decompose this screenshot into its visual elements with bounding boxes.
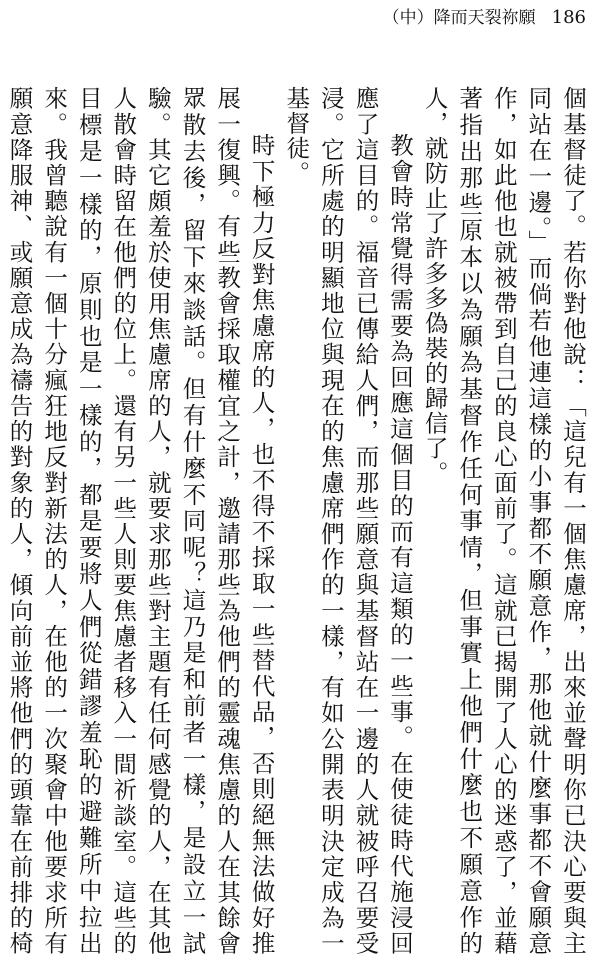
page-number: 186 [551, 7, 586, 28]
paragraph-2: 教會時常覺得需要為回應這個目的而有這類的一些事。在使徒時代施浸回應了這目的。福音已傳給人們，而那些願意與基督站在一邊的人就被呼召要受浸。它所處的明顯地位與現在的焦慮席們作的一樣，有如公開表明決定成為一基督徒。 [282, 86, 415, 956]
paragraph-1: 個基督徒了。若你對他說：「這兒有一個焦慮席，出來並聲明你已決心要與主同站在一邊。」而倘若他連這樣的小事都不願意作，那他就什麼事都不會願意作，如此他也就被帶到自己的良心面前了。這就已揭開了人心的迷惑了，並藉著指出那些原本以為願為基督作任何事情，但事實上他們什麼也不願意作的人，就防止了許多多偽裝的歸信了。 [420, 86, 587, 956]
page-header [383, 6, 586, 30]
paragraph-3: 時下極力反對焦慮席的人，也不得不採取一些替代品，否則絕無法做好推展一復興。有些教會採取權宜之計，邀請那些為他們的靈魂焦慮的人在其餘會眾散去後，留下來談話。但有什麼不同呢？這乃是和前者一樣，是設立一試驗。其它頗羞於使用焦慮席的人，就要求那些對主題有任何感覺的人，在其他人散會時留在他們的位上。還有另一些人則要焦慮者移入一間祈談室。這些的目標是一樣的，原則也是一樣的，都是要將人們從錯謬羞恥的避難所中拉出來。我曾聽說有一個十分瘋狂地反對新法的人，在他的一次聚會中他要求所有願意降服神、或願意成為禱告的對象的人，傾向前並將他們的頭靠在前排的椅 [5, 86, 276, 956]
body-text [4, 86, 590, 956]
chapter-title: （中）降而天裂祢願 [382, 8, 536, 28]
